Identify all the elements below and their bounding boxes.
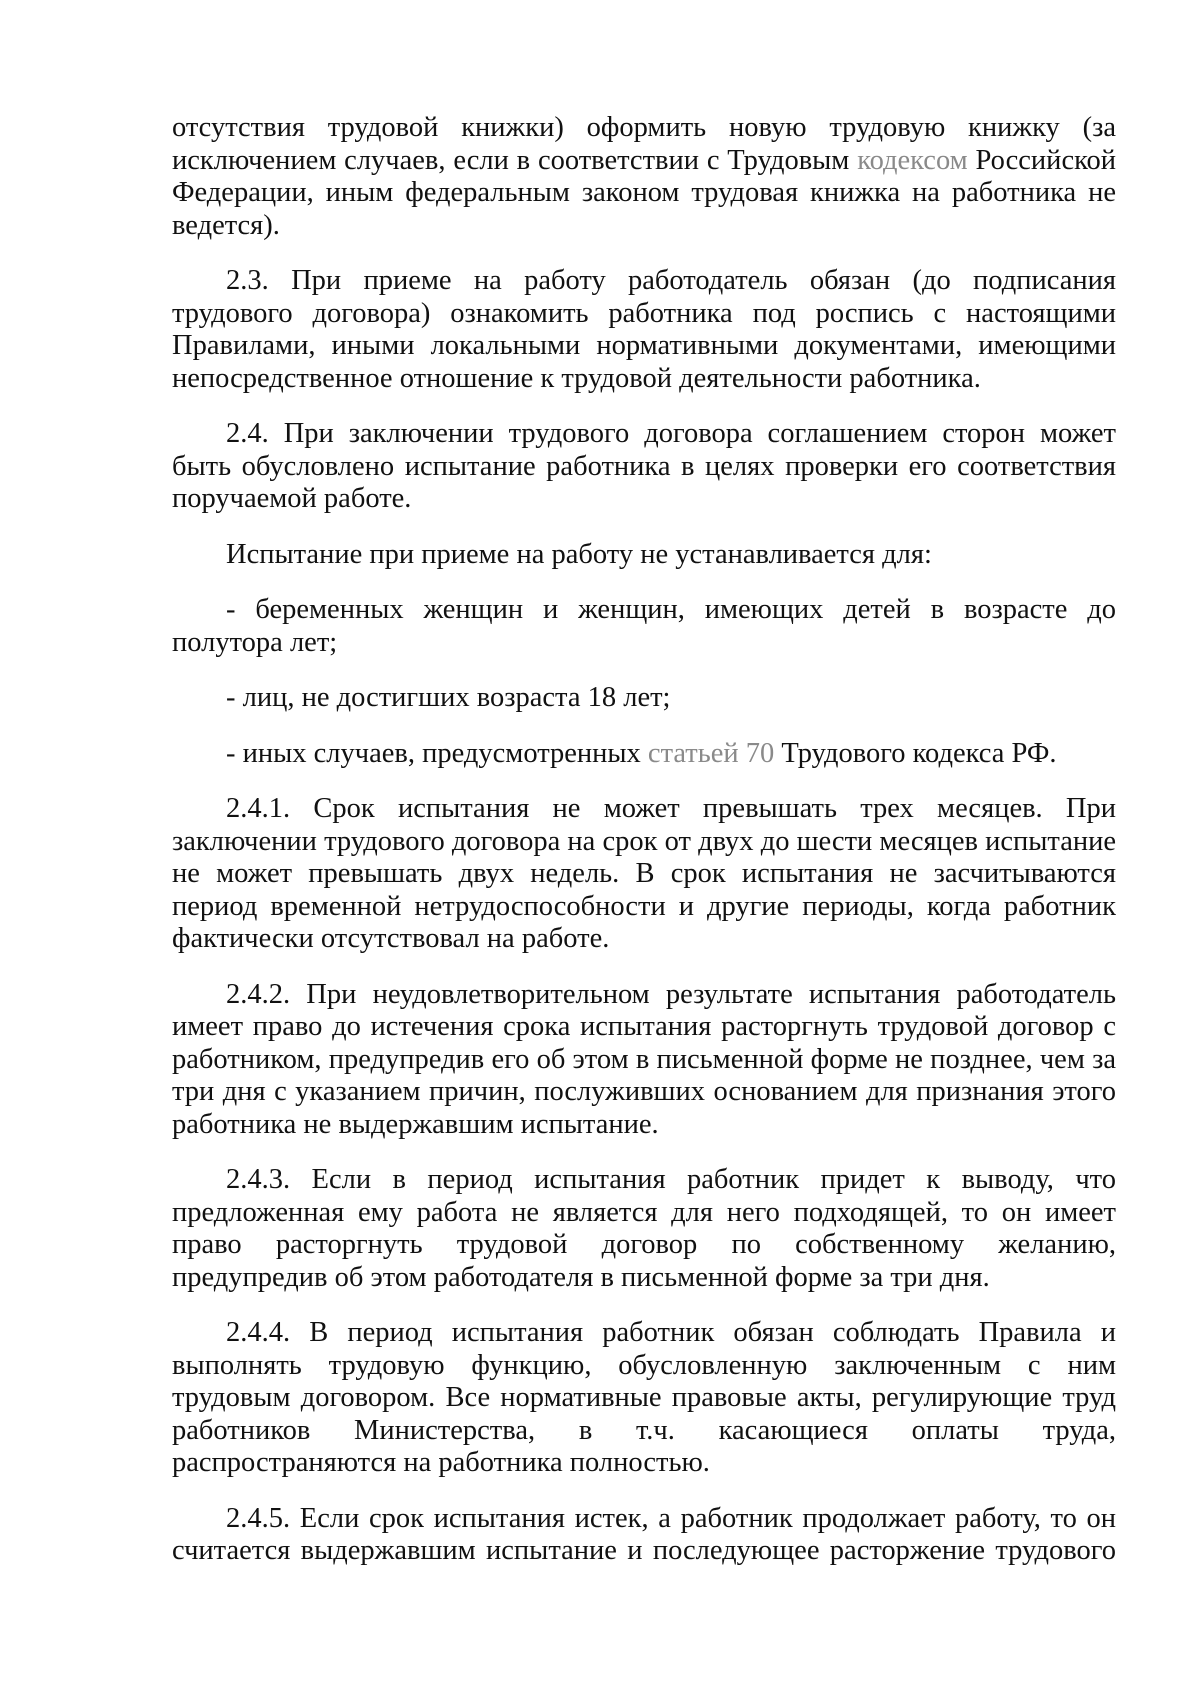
paragraph-p-item-other bbox=[172, 738, 1116, 771]
paragraph-text: Российской Федерации, иным федеральным законом трудовая книжка на работника не ведется). bbox=[172, 144, 1116, 241]
paragraph-text: 2.3. При приеме на работу работодатель обязан (до подписания трудового договора) ознакомить работника под роспись с настоящими Правилами, иными локальными нормативными документами, имеющими непосредственное отношение к трудовой деятельности работника. bbox=[172, 265, 1116, 394]
paragraph-p-item-minors bbox=[172, 682, 1116, 715]
paragraph-p-2-4-1 bbox=[172, 793, 1116, 956]
paragraph-text: 2.4.2. При неудовлетворительном результате испытания работодатель имеет право до истечения срока испытания расторгнуть трудовой договор с работником, предупредив его об этом в письменной форме не позднее, чем за три дня с указанием причин, послуживших основанием для признания этого работника не выдержавшим испытание. bbox=[172, 978, 1116, 1140]
paragraph-p-2-4-4 bbox=[172, 1317, 1116, 1480]
paragraph-text: Трудового кодекса РФ. bbox=[774, 737, 1057, 769]
paragraph-text: Испытание при приеме на работу не устанавливается для: bbox=[226, 538, 932, 570]
paragraph-text: - лиц, не достигших возраста 18 лет; bbox=[226, 682, 671, 713]
paragraph-text: отсутствия трудовой книжки) оформить новую трудовую книжку (за исключением случаев, если в соответствии с Трудовым bbox=[172, 112, 1116, 176]
cross-reference-link[interactable]: статьей 70 bbox=[647, 737, 775, 769]
paragraph-p-2-4-2 bbox=[172, 979, 1116, 1142]
paragraph-text: 2.4.1. Срок испытания не может превышать трех месяцев. При заключении трудового договора на срок от двух до шести месяцев испытание не может превышать двух недель. В срок испытания не засчитываются период временной нетрудоспособности и другие периоды, когда работник фактически отсутствовал на работе. bbox=[172, 793, 1116, 954]
cross-reference-link[interactable]: кодексом bbox=[857, 144, 968, 176]
paragraph-text: - беременных женщин и женщин, имеющих детей в возрасте до полутора лет; bbox=[172, 594, 1116, 658]
paragraph-text: 2.4.3. Если в период испытания работник придет к выводу, что предложенная ему работа не является для него подходящей, то он имеет право расторгнуть трудовой договор по собственному желанию, предупредив об этом работодателя в письменной форме за три дня. bbox=[172, 1164, 1116, 1293]
paragraph-p-trial-intro bbox=[172, 539, 1116, 572]
paragraph-p-2-3 bbox=[172, 265, 1116, 395]
paragraph-text: 2.4.4. В период испытания работник обязан соблюдать Правила и выполнять трудовую функцию, обусловленную заключенным с ним трудовым договором. Все нормативные правовые акты, регулирующие труд работников Министерства, в т.ч. касающиеся оплаты труда, распространяются на работника полностью. bbox=[172, 1317, 1116, 1478]
paragraph-p-2-4-3 bbox=[172, 1164, 1116, 1294]
paragraph-text: 2.4.5. Если срок испытания истек, а работник продолжает работу, то он считается выдержавшим испытание и последующее расторжение трудового bbox=[172, 1502, 1116, 1566]
paragraph-text: 2.4. При заключении трудового договора соглашением сторон может быть обусловлено испытание работника в целях проверки его соответствия поручаемой работе. bbox=[172, 418, 1116, 514]
paragraph-p-2-4-5 bbox=[172, 1503, 1116, 1568]
paragraph-p-item-pregnant bbox=[172, 594, 1116, 659]
document-body bbox=[172, 112, 1116, 1591]
paragraph-text: - иных случаев, предусмотренных bbox=[226, 737, 648, 769]
paragraph-p-cont bbox=[172, 112, 1116, 242]
paragraph-p-2-4 bbox=[172, 418, 1116, 516]
